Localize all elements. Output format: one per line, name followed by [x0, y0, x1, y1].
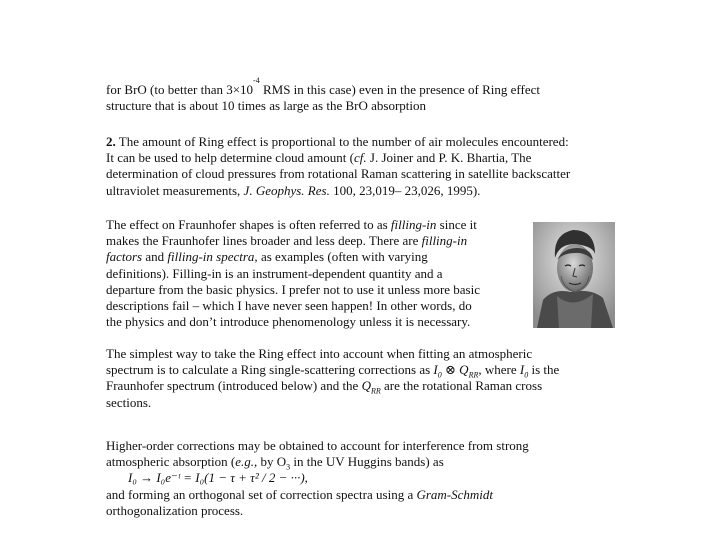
p1-line-1: for BrO (to better than $3\times 10^{-4}$ RMS in this case) even in the presence of Ring effect	[106, 76, 540, 97]
p2-line-1: 2. The amount of Ring effect is proportional to the number of air molecules encountered:	[106, 134, 569, 149]
p3-line-1: The effect on Fraunhofer shapes is often referred to as filling-in since it	[106, 217, 477, 232]
p5-line-4: orthogonalization process.	[106, 502, 244, 518]
p3-line-6: descriptions fail – which I have never seen happen! In other words, do	[106, 298, 472, 314]
portrait-illustration	[533, 222, 615, 328]
paragraph-3	[106, 217, 480, 330]
p4-line-1: The simplest way to take the Ring effect into account when fitting an atmospheric	[106, 346, 533, 361]
p1-line-2: structure that is about 10 times as large as the BrO absorption	[106, 98, 426, 114]
p5-line-2: atmospheric absorption (e.g., by $O_3$ in the UV Huggins bands) as	[106, 454, 444, 472]
p4-line-4: sections.	[106, 394, 152, 410]
p4-line-3: Fraunhofer spectrum (introduced below) and the $Q_{RR}$ are the rotational Raman cross	[106, 378, 543, 396]
p5-line-3: and forming an orthogonal set of correction spectra using a Gram-Schmidt	[106, 486, 494, 502]
p5-equation: I₀ → I₀e⁻ᵗ = I₀(1 − τ + τ² / 2 − ···),	[128, 470, 308, 486]
paragraph-1	[106, 76, 540, 114]
p3-line-7: the physics and don’t introduce phenomenology unless it is necessary.	[106, 314, 471, 330]
p3-line-5: departure from the basic physics. I prefer not to use it unless more basic	[106, 281, 480, 297]
p2-line-2: It can be used to help determine cloud amount (cf. J. Joiner and P. K. Bhartia, The	[106, 150, 532, 166]
p3-line-4: definitions). Filling-in is an instrument-dependent quantity and a	[106, 265, 443, 281]
p2-line-4: ultraviolet measurements, J. Geophys. Res. 100, 23,019– 23,026, 1995).	[106, 182, 481, 198]
paragraph-5	[106, 438, 529, 519]
p3-line-2: makes the Fraunhofer lines broader and less deep. There are filling-in	[106, 233, 468, 249]
paragraph-4	[106, 346, 559, 411]
p3-line-3: factors and filling-in spectra, as examples (often with varying	[106, 249, 428, 265]
p2-line-3: determination of cloud pressures from rotational Raman scattering in satellite backscatter	[106, 166, 571, 182]
p4-line-2: spectrum is to calculate a Ring single-scattering corrections as $I_0$ ⊗ $Q_{RR}$, where $I_0$ is the	[106, 362, 560, 380]
p5-line-1: Higher-order corrections may be obtained to account for interference from strong	[106, 438, 529, 453]
paragraph-2	[106, 134, 570, 199]
